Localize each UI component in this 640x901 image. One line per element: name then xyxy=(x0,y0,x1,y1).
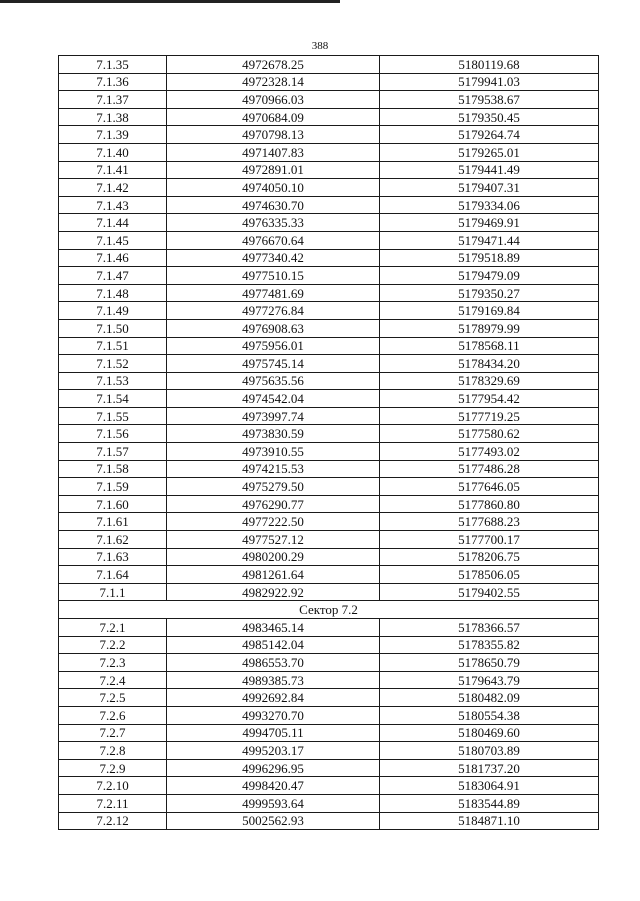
table-row xyxy=(59,425,599,443)
point-id-cell: 7.1.46 xyxy=(59,249,167,267)
point-id-cell: 7.1.41 xyxy=(59,161,167,179)
table-row xyxy=(59,267,599,285)
point-id-cell: 7.1.42 xyxy=(59,179,167,197)
x-coordinate-cell: 4972328.14 xyxy=(167,73,380,91)
table-row xyxy=(59,249,599,267)
y-coordinate-cell: 5177688.23 xyxy=(380,513,599,531)
y-coordinate-cell: 5178206.75 xyxy=(380,548,599,566)
table-row xyxy=(59,319,599,337)
x-coordinate-cell: 4996296.95 xyxy=(167,759,380,777)
y-coordinate-cell: 5180482.09 xyxy=(380,689,599,707)
point-id-cell: 7.1.36 xyxy=(59,73,167,91)
y-coordinate-cell: 5177580.62 xyxy=(380,425,599,443)
y-coordinate-cell: 5179402.55 xyxy=(380,583,599,601)
x-coordinate-cell: 4977222.50 xyxy=(167,513,380,531)
y-coordinate-cell: 5178568.11 xyxy=(380,337,599,355)
x-coordinate-cell: 4970684.09 xyxy=(167,108,380,126)
table-row xyxy=(59,407,599,425)
point-id-cell: 7.1.63 xyxy=(59,548,167,566)
table-row xyxy=(59,671,599,689)
x-coordinate-cell: 4975279.50 xyxy=(167,478,380,496)
table-row xyxy=(59,108,599,126)
x-coordinate-cell: 4982922.92 xyxy=(167,583,380,601)
y-coordinate-cell: 5177486.28 xyxy=(380,460,599,478)
table-row xyxy=(59,742,599,760)
x-coordinate-cell: 4975745.14 xyxy=(167,355,380,373)
y-coordinate-cell: 5179169.84 xyxy=(380,302,599,320)
x-coordinate-cell: 4985142.04 xyxy=(167,636,380,654)
x-coordinate-cell: 4977527.12 xyxy=(167,531,380,549)
y-coordinate-cell: 5180469.60 xyxy=(380,724,599,742)
point-id-cell: 7.2.3 xyxy=(59,654,167,672)
x-coordinate-cell: 4983465.14 xyxy=(167,619,380,637)
point-id-cell: 7.1.40 xyxy=(59,143,167,161)
table-row xyxy=(59,73,599,91)
table-row xyxy=(59,143,599,161)
point-id-cell: 7.2.1 xyxy=(59,619,167,637)
x-coordinate-cell: 4977340.42 xyxy=(167,249,380,267)
table-row xyxy=(59,724,599,742)
y-coordinate-cell: 5179469.91 xyxy=(380,214,599,232)
table-row xyxy=(59,513,599,531)
x-coordinate-cell: 4980200.29 xyxy=(167,548,380,566)
y-coordinate-cell: 5179407.31 xyxy=(380,179,599,197)
point-id-cell: 7.1.61 xyxy=(59,513,167,531)
point-id-cell: 7.2.6 xyxy=(59,706,167,724)
point-id-cell: 7.1.60 xyxy=(59,495,167,513)
point-id-cell: 7.1.55 xyxy=(59,407,167,425)
point-id-cell: 7.1.48 xyxy=(59,284,167,302)
point-id-cell: 7.2.4 xyxy=(59,671,167,689)
x-coordinate-cell: 4995203.17 xyxy=(167,742,380,760)
x-coordinate-cell: 4989385.73 xyxy=(167,671,380,689)
y-coordinate-cell: 5179441.49 xyxy=(380,161,599,179)
x-coordinate-cell: 4992692.84 xyxy=(167,689,380,707)
x-coordinate-cell: 4976290.77 xyxy=(167,495,380,513)
point-id-cell: 7.1.47 xyxy=(59,267,167,285)
x-coordinate-cell: 4974630.70 xyxy=(167,196,380,214)
y-coordinate-cell: 5181737.20 xyxy=(380,759,599,777)
table-row xyxy=(59,812,599,830)
x-coordinate-cell: 4972891.01 xyxy=(167,161,380,179)
section-title: Сектор 7.2 xyxy=(59,601,599,619)
x-coordinate-cell: 4998420.47 xyxy=(167,777,380,795)
point-id-cell: 7.1.50 xyxy=(59,319,167,337)
x-coordinate-cell: 4977510.15 xyxy=(167,267,380,285)
point-id-cell: 7.2.8 xyxy=(59,742,167,760)
x-coordinate-cell: 4970966.03 xyxy=(167,91,380,109)
point-id-cell: 7.1.35 xyxy=(59,56,167,74)
table-row xyxy=(59,126,599,144)
x-coordinate-cell: 4973910.55 xyxy=(167,443,380,461)
x-coordinate-cell: 4974050.10 xyxy=(167,179,380,197)
table-row xyxy=(59,302,599,320)
y-coordinate-cell: 5177719.25 xyxy=(380,407,599,425)
point-id-cell: 7.1.56 xyxy=(59,425,167,443)
point-id-cell: 7.1.58 xyxy=(59,460,167,478)
x-coordinate-cell: 4973830.59 xyxy=(167,425,380,443)
table-row xyxy=(59,548,599,566)
x-coordinate-cell: 4974215.53 xyxy=(167,460,380,478)
point-id-cell: 7.1.59 xyxy=(59,478,167,496)
x-coordinate-cell: 4975635.56 xyxy=(167,372,380,390)
y-coordinate-cell: 5177646.05 xyxy=(380,478,599,496)
y-coordinate-cell: 5180554.38 xyxy=(380,706,599,724)
point-id-cell: 7.1.64 xyxy=(59,566,167,584)
y-coordinate-cell: 5179471.44 xyxy=(380,231,599,249)
table-row xyxy=(59,759,599,777)
y-coordinate-cell: 5179643.79 xyxy=(380,671,599,689)
y-coordinate-cell: 5180119.68 xyxy=(380,56,599,74)
table-row xyxy=(59,689,599,707)
table-row xyxy=(59,636,599,654)
x-coordinate-cell: 4981261.64 xyxy=(167,566,380,584)
y-coordinate-cell: 5178506.05 xyxy=(380,566,599,584)
x-coordinate-cell: 4976908.63 xyxy=(167,319,380,337)
x-coordinate-cell: 4972678.25 xyxy=(167,56,380,74)
table-row xyxy=(59,566,599,584)
y-coordinate-cell: 5177954.42 xyxy=(380,390,599,408)
table-row xyxy=(59,390,599,408)
point-id-cell: 7.2.10 xyxy=(59,777,167,795)
point-id-cell: 7.2.2 xyxy=(59,636,167,654)
point-id-cell: 7.1.54 xyxy=(59,390,167,408)
x-coordinate-cell: 4993270.70 xyxy=(167,706,380,724)
y-coordinate-cell: 5177493.02 xyxy=(380,443,599,461)
table-row xyxy=(59,531,599,549)
y-coordinate-cell: 5179334.06 xyxy=(380,196,599,214)
page-number: 388 xyxy=(311,40,329,52)
table-row xyxy=(59,706,599,724)
x-coordinate-cell: 4994705.11 xyxy=(167,724,380,742)
table-row xyxy=(59,91,599,109)
point-id-cell: 7.2.7 xyxy=(59,724,167,742)
y-coordinate-cell: 5179479.09 xyxy=(380,267,599,285)
point-id-cell: 7.2.9 xyxy=(59,759,167,777)
y-coordinate-cell: 5178355.82 xyxy=(380,636,599,654)
x-coordinate-cell: 4973997.74 xyxy=(167,407,380,425)
x-coordinate-cell: 4970798.13 xyxy=(167,126,380,144)
y-coordinate-cell: 5179538.67 xyxy=(380,91,599,109)
point-id-cell: 7.1.1 xyxy=(59,583,167,601)
table-row xyxy=(59,214,599,232)
point-id-cell: 7.1.52 xyxy=(59,355,167,373)
y-coordinate-cell: 5183544.89 xyxy=(380,794,599,812)
table-row xyxy=(59,478,599,496)
table-row xyxy=(59,619,599,637)
y-coordinate-cell: 5178366.57 xyxy=(380,619,599,637)
point-id-cell: 7.1.39 xyxy=(59,126,167,144)
table-row xyxy=(59,583,599,601)
y-coordinate-cell: 5183064.91 xyxy=(380,777,599,795)
y-coordinate-cell: 5178329.69 xyxy=(380,372,599,390)
y-coordinate-cell: 5178434.20 xyxy=(380,355,599,373)
x-coordinate-cell: 4976335.33 xyxy=(167,214,380,232)
x-coordinate-cell: 4976670.64 xyxy=(167,231,380,249)
y-coordinate-cell: 5179350.27 xyxy=(380,284,599,302)
table-row xyxy=(59,355,599,373)
y-coordinate-cell: 5178650.79 xyxy=(380,654,599,672)
table-row xyxy=(59,372,599,390)
point-id-cell: 7.1.57 xyxy=(59,443,167,461)
y-coordinate-cell: 5179264.74 xyxy=(380,126,599,144)
x-coordinate-cell: 4977481.69 xyxy=(167,284,380,302)
x-coordinate-cell: 4971407.83 xyxy=(167,143,380,161)
table-row xyxy=(59,794,599,812)
table-row xyxy=(59,460,599,478)
table-row xyxy=(59,284,599,302)
table-row xyxy=(59,443,599,461)
x-coordinate-cell: 4999593.64 xyxy=(167,794,380,812)
y-coordinate-cell: 5177700.17 xyxy=(380,531,599,549)
coordinate-table-body xyxy=(59,56,599,830)
table-row xyxy=(59,777,599,795)
y-coordinate-cell: 5179518.89 xyxy=(380,249,599,267)
x-coordinate-cell: 4974542.04 xyxy=(167,390,380,408)
y-coordinate-cell: 5177860.80 xyxy=(380,495,599,513)
point-id-cell: 7.2.5 xyxy=(59,689,167,707)
point-id-cell: 7.1.49 xyxy=(59,302,167,320)
point-id-cell: 7.1.45 xyxy=(59,231,167,249)
scan-top-rule xyxy=(0,0,340,3)
y-coordinate-cell: 5179265.01 xyxy=(380,143,599,161)
y-coordinate-cell: 5184871.10 xyxy=(380,812,599,830)
coordinate-table xyxy=(58,55,599,830)
point-id-cell: 7.1.44 xyxy=(59,214,167,232)
x-coordinate-cell: 4986553.70 xyxy=(167,654,380,672)
y-coordinate-cell: 5180703.89 xyxy=(380,742,599,760)
x-coordinate-cell: 4977276.84 xyxy=(167,302,380,320)
point-id-cell: 7.1.62 xyxy=(59,531,167,549)
section-header-row xyxy=(59,601,599,619)
table-row xyxy=(59,196,599,214)
table-row xyxy=(59,495,599,513)
y-coordinate-cell: 5179941.03 xyxy=(380,73,599,91)
point-id-cell: 7.1.38 xyxy=(59,108,167,126)
table-row xyxy=(59,161,599,179)
table-row xyxy=(59,56,599,74)
point-id-cell: 7.1.51 xyxy=(59,337,167,355)
point-id-cell: 7.1.53 xyxy=(59,372,167,390)
table-row xyxy=(59,231,599,249)
point-id-cell: 7.2.12 xyxy=(59,812,167,830)
table-row xyxy=(59,654,599,672)
y-coordinate-cell: 5179350.45 xyxy=(380,108,599,126)
table-row xyxy=(59,179,599,197)
point-id-cell: 7.2.11 xyxy=(59,794,167,812)
y-coordinate-cell: 5178979.99 xyxy=(380,319,599,337)
x-coordinate-cell: 5002562.93 xyxy=(167,812,380,830)
point-id-cell: 7.1.43 xyxy=(59,196,167,214)
x-coordinate-cell: 4975956.01 xyxy=(167,337,380,355)
point-id-cell: 7.1.37 xyxy=(59,91,167,109)
table-row xyxy=(59,337,599,355)
